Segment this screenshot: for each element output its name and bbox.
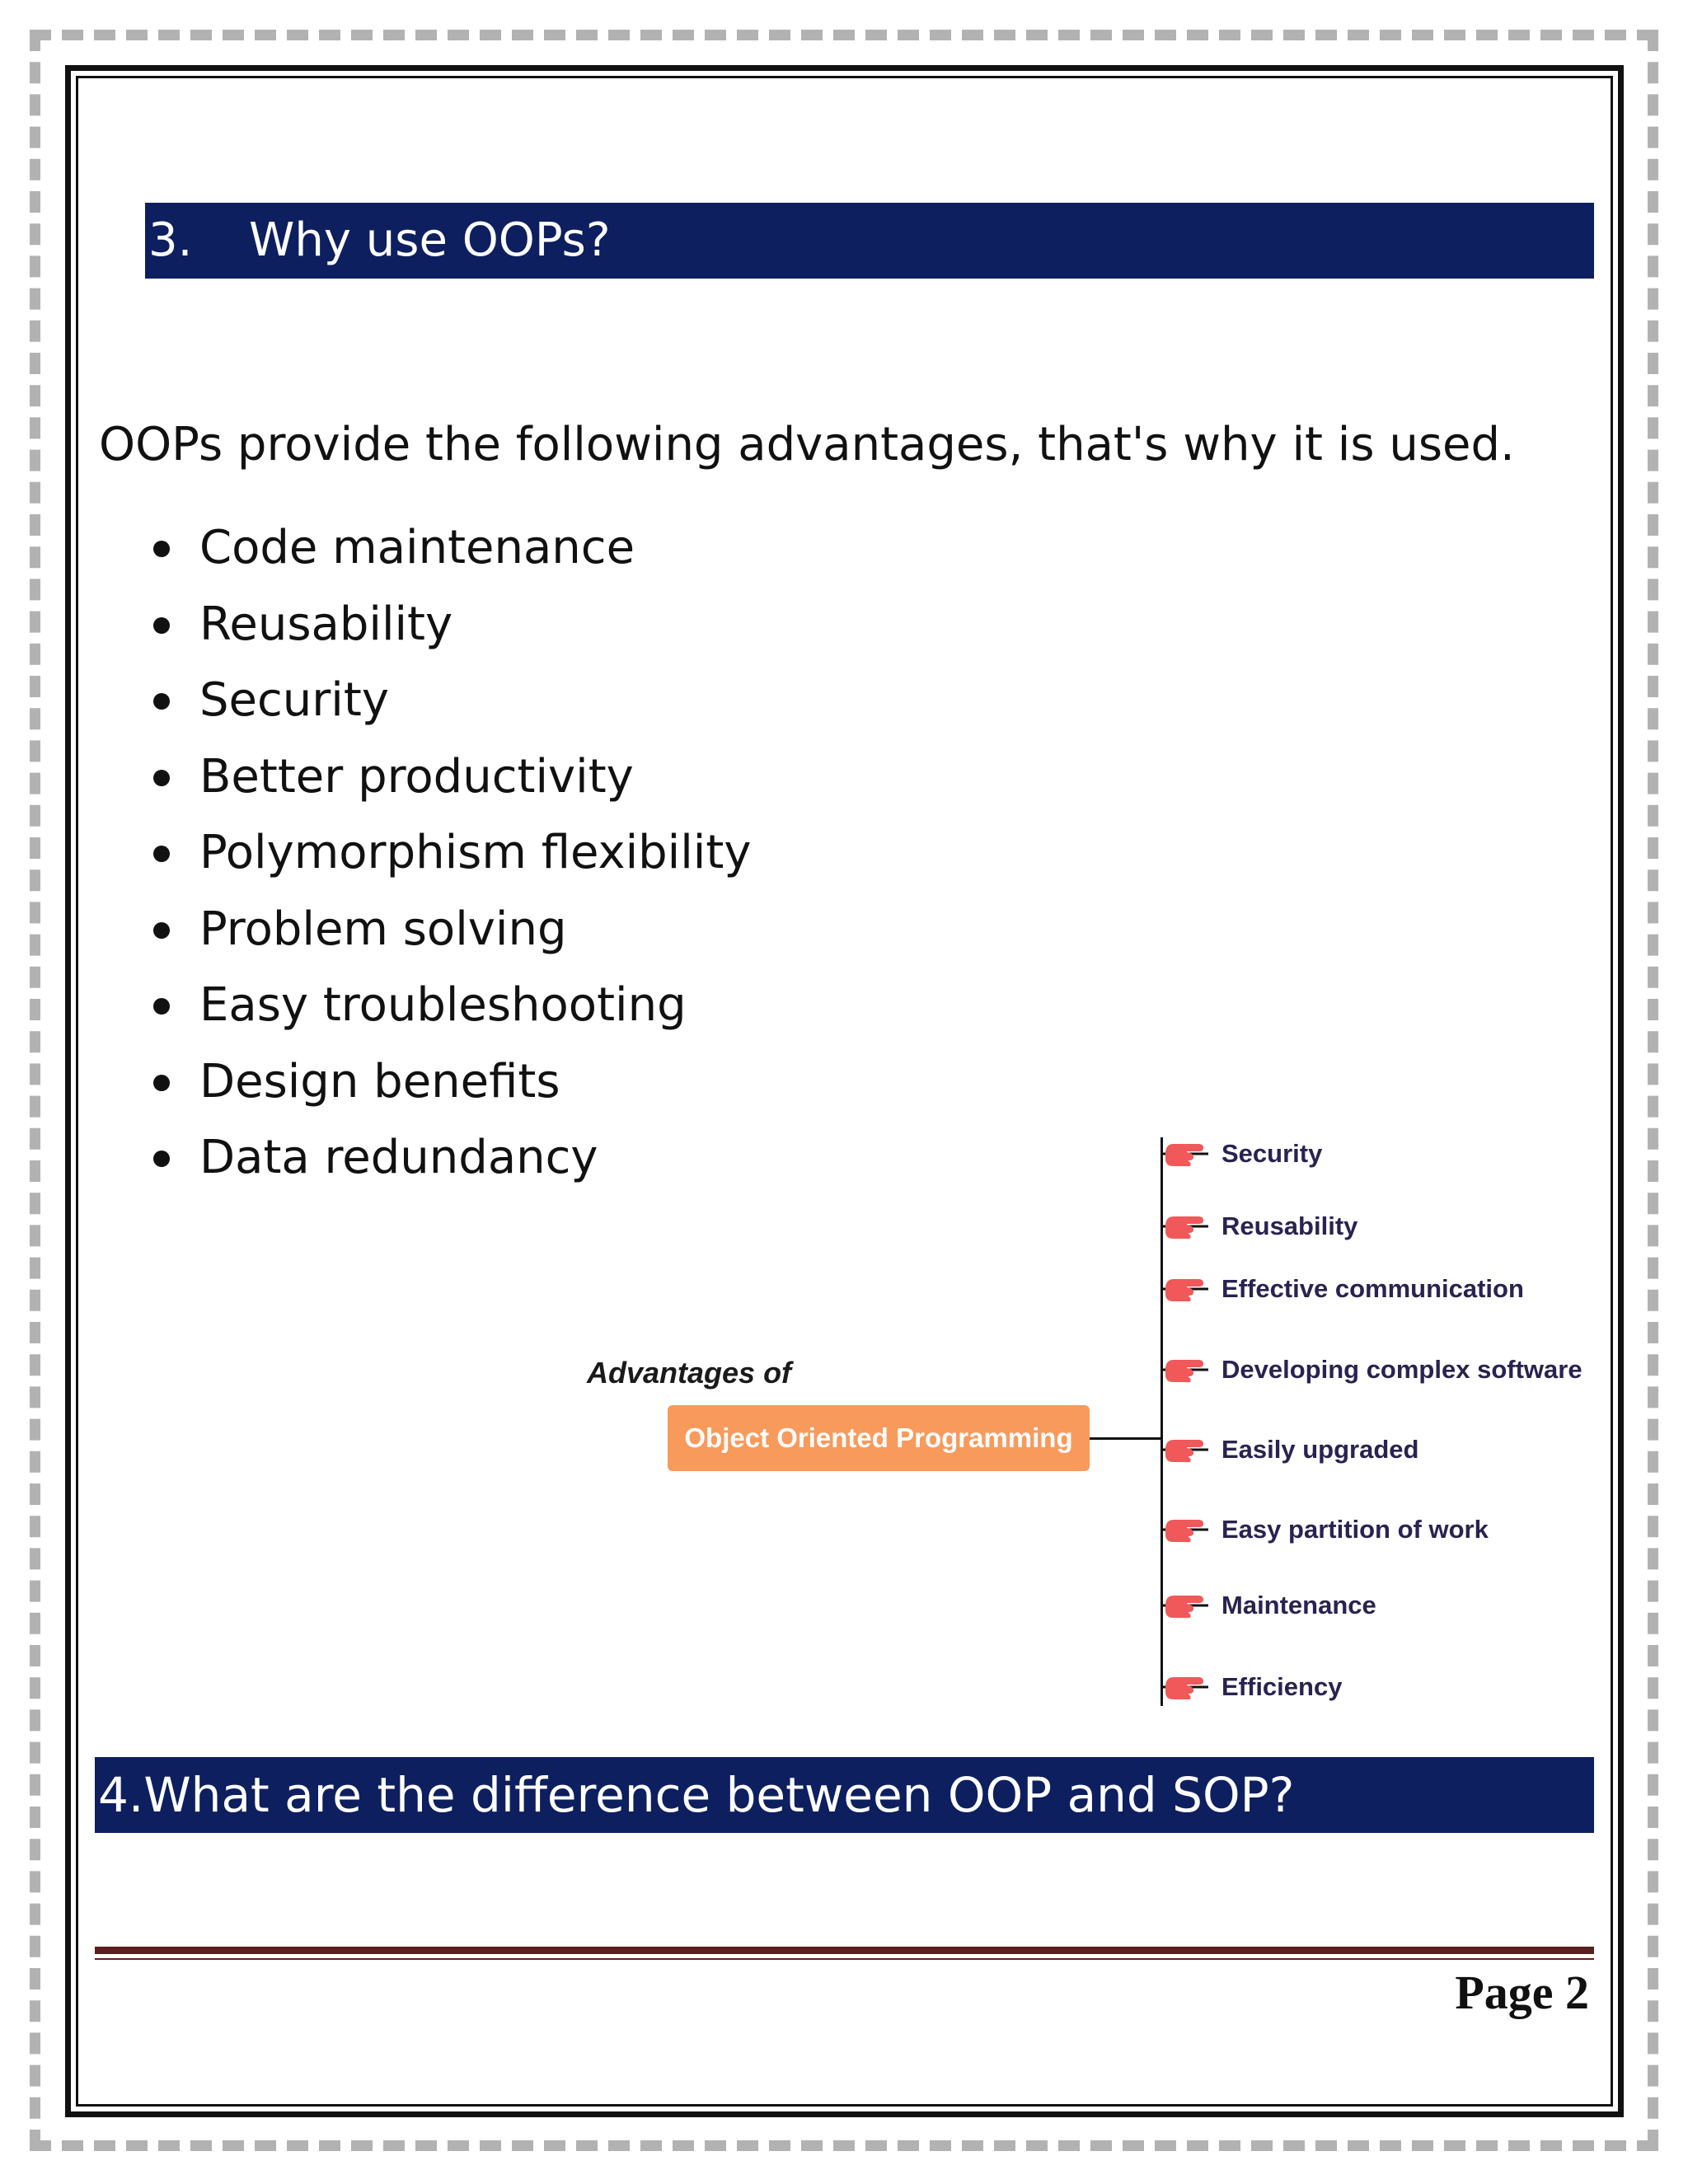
diagram-branch	[1162, 1271, 1624, 1320]
diagram-branch	[1162, 1587, 1624, 1637]
list-item: Code maintenance	[148, 515, 751, 592]
page-number: Page 2	[1455, 1966, 1589, 2019]
diagram-branch	[1162, 1352, 1624, 1401]
list-item: Security	[148, 668, 751, 744]
list-item: Problem solving	[148, 897, 751, 973]
pointing-hand-icon	[1162, 1272, 1210, 1305]
diagram-branch	[1162, 1208, 1624, 1258]
list-item: Reusability	[148, 592, 751, 668]
diagram-connector	[1090, 1437, 1162, 1440]
bullet-icon	[153, 922, 170, 939]
bullet-icon	[153, 693, 170, 710]
pointing-hand-icon	[1162, 1433, 1210, 1466]
diagram-branch-label: Security	[1221, 1139, 1323, 1168]
intro-paragraph: OOPs provide the following advantages, that's why it is used.	[99, 418, 1515, 471]
diagram-branch-label: Easily upgraded	[1221, 1435, 1419, 1464]
bullet-icon	[153, 1075, 170, 1091]
diagram-branch	[1162, 1669, 1624, 1718]
diagram-branch	[1162, 1511, 1624, 1561]
diagram-title: Advantages of	[587, 1356, 792, 1390]
bullet-icon	[153, 770, 170, 786]
diagram-branch-label: Developing complex software	[1221, 1355, 1582, 1384]
pointing-hand-icon	[1162, 1589, 1210, 1622]
diagram-branch-label: Effective communication	[1221, 1274, 1524, 1303]
section-3-number: 3.	[148, 213, 193, 267]
diagram-branch-label: Reusability	[1221, 1212, 1358, 1240]
footer-rule-thin	[95, 1958, 1594, 1960]
list-item: Design benefits	[148, 1049, 751, 1126]
pointing-hand-icon	[1162, 1513, 1210, 1546]
bullet-icon	[153, 617, 170, 634]
bullet-icon	[153, 541, 170, 557]
pointing-hand-icon	[1162, 1353, 1210, 1386]
bullet-icon	[153, 998, 170, 1015]
diagram-branch	[1162, 1432, 1624, 1481]
list-item: Polymorphism flexibility	[148, 820, 751, 897]
pointing-hand-icon	[1162, 1671, 1210, 1704]
list-item: Data redundancy	[148, 1125, 751, 1202]
diagram-branch-label: Maintenance	[1221, 1591, 1376, 1619]
diagram-branch-label: Efficiency	[1221, 1672, 1343, 1701]
diagram-branch	[1162, 1136, 1624, 1185]
section-3-heading	[145, 203, 1594, 279]
section-4-heading: 4.What are the difference between OOP and SOP?	[95, 1757, 1594, 1833]
footer-rule-thick	[95, 1947, 1594, 1954]
bullet-icon	[153, 846, 170, 862]
list-item: Easy troubleshooting	[148, 972, 751, 1049]
list-item: Better productivity	[148, 744, 751, 821]
pointing-hand-icon	[1162, 1137, 1210, 1170]
section-3-title: Why use OOPs?	[249, 213, 611, 267]
diagram-branch-label: Easy partition of work	[1221, 1515, 1489, 1544]
pointing-hand-icon	[1162, 1210, 1210, 1243]
advantages-list	[148, 515, 751, 1202]
bullet-icon	[153, 1151, 170, 1167]
diagram-center-box: Object Oriented Programming	[668, 1405, 1090, 1471]
